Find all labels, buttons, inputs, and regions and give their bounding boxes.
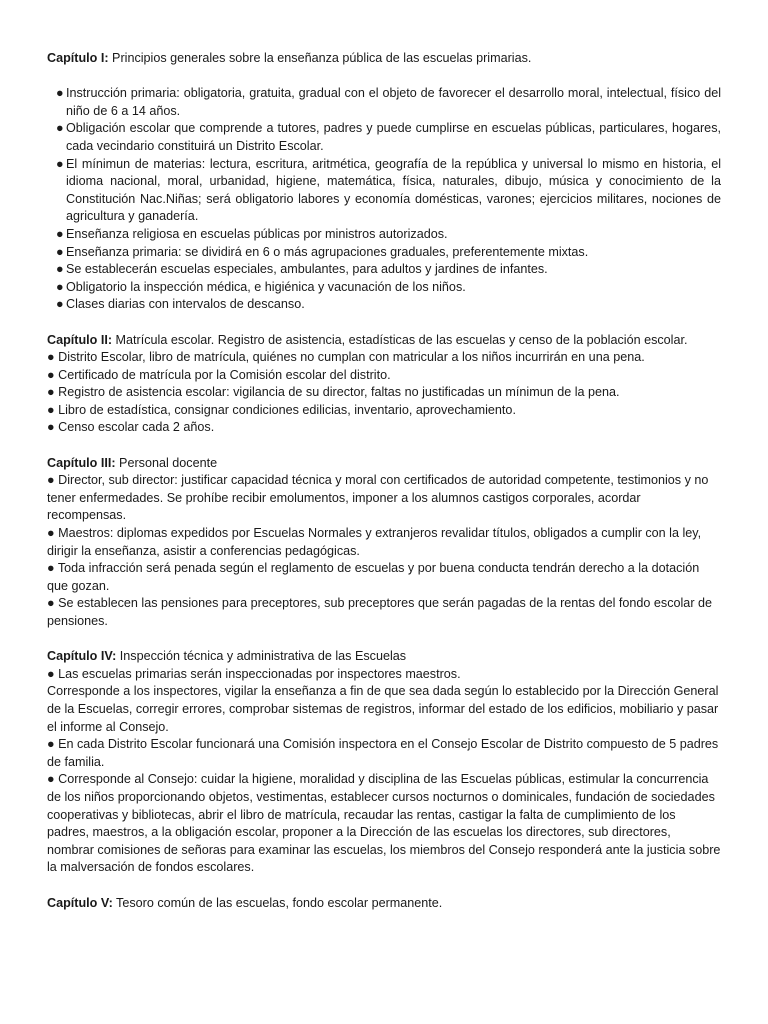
chapter-1-heading <box>47 50 721 68</box>
chapter-3-line: ● Director, sub director: justificar capacidad técnica y moral con certificados de autoridad competente, testimonios y no tener enfermedades. Se prohíbe recibir emolumentos, imponer a los alumnos castigos corporales, acordar recompensas. <box>47 473 709 523</box>
chapter-5-label: Capítulo V: <box>47 895 113 910</box>
chapter-5-heading <box>47 895 721 913</box>
list-item: ● Obligatorio la inspección médica, e higiénica y vacunación de los niños. <box>47 279 721 297</box>
list-item: ● Se establecerán escuelas especiales, ambulantes, para adultos y jardines de infantes. <box>47 261 721 279</box>
chapter-3-line: ● Maestros: diplomas expedidos por Escuelas Normales y extranjeros revalidar títulos, obligados a cumplir con la ley, dirigir la enseñanza, asistir a conferencias pedagógicas. <box>47 526 702 558</box>
list-item: ● Obligación escolar que comprende a tutores, padres y puede cumplirse en escuelas públicas, particulares, hogares, cada vecindario constituirá un Distrito Escolar. <box>56 121 721 153</box>
chapter-1-label: Capítulo I: <box>47 51 109 65</box>
chapter-2 <box>47 332 721 438</box>
chapter-2-line: ● Registro de asistencia escolar: vigilancia de su director, faltas no justificadas un mínimun de la pena. <box>47 385 620 400</box>
chapter-2-line: ● Libro de estadística, consignar condiciones edilicias, inventario, aprovechamiento. <box>47 402 516 417</box>
list-item: ● Enseñanza primaria: se dividirá en 6 o más agrupaciones graduales, preferentemente mixtas. <box>47 244 721 262</box>
chapter-4-line: ● Corresponde al Consejo: cuidar la higiene, moralidad y disciplina de las Escuelas públicas, estimular la concurrencia de los niños proporcionando objetos, vestimentas, establecer cursos nocturnos o dominicales, fundación de sociedades cooperativas y bibliotecas, abrir el libro de matrícula, recaudar las rentas, castigar la falta de cumplimiento de los padres, maestros, a la obligación escolar, proponer a la Dirección de las escuelas los directores, sub directores, nombrar comisiones de señoras para examinar las escuelas, los miembros del Consejo responderá ante la justicia sobre la malversación de fondos escolares. <box>47 772 721 875</box>
chapter-2-label: Capítulo II: <box>47 332 113 347</box>
list-item: ● Instrucción primaria: obligatoria, gratuita, gradual con el objeto de favorecer el desarrollo moral, intelectual, físico del niño de 6 a 14 años. <box>56 86 721 118</box>
bullet-icon: ● <box>56 226 64 241</box>
list-item: ● Enseñanza religiosa en escuelas públicas por ministros autorizados. <box>47 226 721 244</box>
chapter-2-line: ● Censo escolar cada 2 años. <box>47 420 215 435</box>
chapter-1-list <box>47 85 721 314</box>
chapter-1-title: Principios generales sobre la enseñanza pública de las escuelas primarias. <box>108 51 532 65</box>
list-item: ● El mínimun de materias: lectura, escritura, aritmética, geografía de la república y universal lo mismo en historia, el idioma nacional, moral, urbanidad, higiene, matemática, física, naturales, dibujo, música y conocimiento de la Constitución Nac.Niñas; será obligatorio labores y economía domésticas, varones; ejercicios militares, nociones de agricultura y ganadería. <box>56 156 721 224</box>
bullet-icon: ● <box>56 297 64 312</box>
chapter-4-line: ● Las escuelas primarias serán inspeccionadas por inspectores maestros. <box>47 666 461 681</box>
chapter-3-title: Personal docente <box>115 455 218 470</box>
bullet-icon: ● <box>56 244 64 259</box>
chapter-3-line: ● Se establecen las pensiones para preceptores, sub preceptores que serán pagadas de la rentas del fondo escolar de pensiones. <box>47 596 713 628</box>
chapter-2-line: ● Certificado de matrícula por la Comisión escolar del distrito. <box>47 367 391 382</box>
chapter-2-heading <box>47 332 721 350</box>
chapter-3-heading <box>47 455 721 473</box>
chapter-3-label: Capítulo III: <box>47 455 116 470</box>
chapter-4-heading <box>47 648 721 666</box>
bullet-icon: ● <box>56 279 64 294</box>
chapter-4-line: ● En cada Distrito Escolar funcionará una Comisión inspectora en el Consejo Escolar de Distrito compuesto de 5 padres de familia. <box>47 737 719 769</box>
bullet-icon: ● <box>56 262 64 277</box>
chapter-2-line: ● Distrito Escolar, libro de matrícula, quiénes no cumplan con matricular a los niños incurrirán en una pena. <box>47 350 645 365</box>
chapter-2-title: Matrícula escolar. Registro de asistencia, estadísticas de las escuelas y censo de la población escolar. <box>112 332 688 347</box>
document-page <box>47 50 721 912</box>
chapter-4-label: Capítulo IV: <box>47 649 117 664</box>
chapter-3 <box>47 455 721 631</box>
chapter-4-title: Inspección técnica y administrativa de las Escuelas <box>116 649 407 664</box>
bullet-icon: ● <box>56 156 64 171</box>
chapter-4-line: Corresponde a los inspectores, vigilar la enseñanza a fin de que sea dada según lo establecido por la Dirección General de la Escuelas, corregir errores, comprobar sistemas de registros, informar del estado de los edificios, mobiliario y pasar el informe al Consejo. <box>47 684 719 734</box>
list-item: ● Clases diarias con intervalos de descanso. <box>47 296 721 314</box>
chapter-3-line: ● Toda infracción será penada según el reglamento de escuelas y por buena conducta tendrán derecho a la dotación que gozan. <box>47 561 700 593</box>
bullet-icon: ● <box>56 121 64 136</box>
chapter-4 <box>47 648 721 877</box>
chapter-5-title: Tesoro común de las escuelas, fondo escolar permanente. <box>112 895 443 910</box>
bullet-icon: ● <box>56 86 64 101</box>
